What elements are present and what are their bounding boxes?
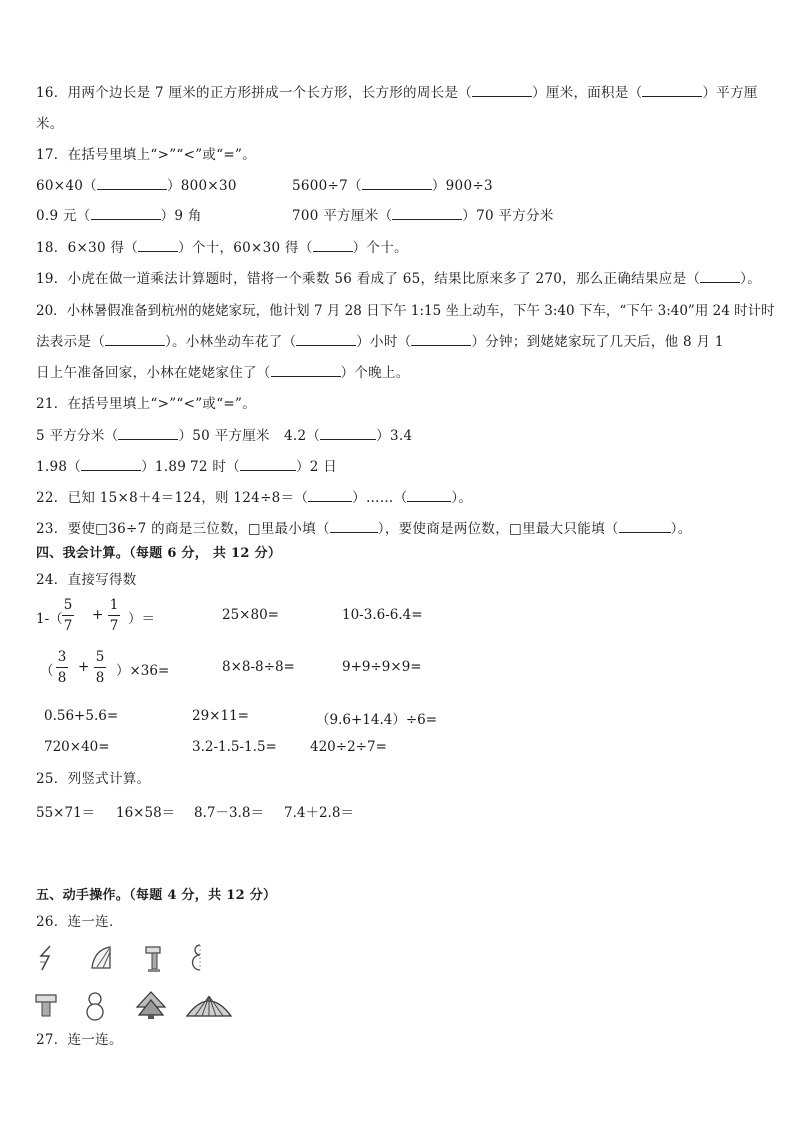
- snowman-icon[interactable]: [84, 990, 106, 1022]
- q24-expr7: 0.56+5.6=: [44, 708, 119, 724]
- q20-line2: 法表示是（ ）。小林坐动车花了（ ）小时（ ）分钟；到姥姥家玩了几天后，他 8 月 1: [36, 334, 724, 350]
- q25-title: 25．列竖式计算。: [36, 771, 151, 787]
- answer-blank[interactable]: [472, 84, 532, 97]
- answer-blank[interactable]: [411, 333, 471, 346]
- q17-row2: 0.9 元（ ）9 角: [36, 208, 202, 224]
- q16-line1: 16．用两个边长是 7 厘米的正方形拼成一个长方形，长方形的周长是（ ）厘米，面积是（ ）平方厘: [36, 85, 758, 101]
- section-5-heading: 五、动手操作。（每题 4 分，共 12 分）: [36, 888, 277, 903]
- plus-sign: +: [92, 607, 104, 623]
- answer-blank[interactable]: [308, 489, 352, 502]
- half-lightning-icon[interactable]: [36, 944, 60, 974]
- q24-expr2: 25×80=: [222, 607, 279, 623]
- q24-expr6: 9+9÷9×9=: [342, 659, 422, 675]
- answer-blank[interactable]: [97, 177, 167, 190]
- answer-blank[interactable]: [138, 239, 178, 252]
- q21-title: 21．在括号里填上“>”“<”或“=”。: [36, 396, 257, 412]
- q21-row1-right: 4.2（ ）3.4: [284, 428, 413, 444]
- answer-blank[interactable]: [392, 207, 462, 220]
- q17-row2-right: 700 平方厘米（ ）70 平方分米: [292, 208, 554, 224]
- q22-line: 22．已知 15×8＋4＝124，则 124÷8＝（ ）……（ ）。: [36, 490, 473, 506]
- answer-blank[interactable]: [313, 239, 353, 252]
- q16-line2: 米。: [36, 116, 64, 132]
- lamp-icon[interactable]: [34, 993, 58, 1019]
- q20-line1: 20．小林暑假准备到杭州的姥姥家玩，他计划 7 月 28 日下午 1:15 坐上动车，下午 3:40 下车，“下午 3:40”用 24 时计时: [36, 303, 775, 319]
- q24-expr4-open: （: [40, 663, 54, 679]
- q21-row2-right: 72 时（ ）2 日: [190, 459, 338, 475]
- q24-expr9: （9.6+14.4）÷6=: [316, 712, 438, 728]
- q24-expr3: 10-3.6-6.4=: [342, 607, 423, 623]
- answer-blank[interactable]: [296, 333, 356, 346]
- q24-expr4-close: ）×36=: [116, 663, 170, 679]
- half-lamp-icon[interactable]: [142, 944, 164, 974]
- q24-expr12: 420÷2÷7=: [310, 739, 387, 755]
- q17-row1-right: 5600÷7（ ）900÷3: [292, 178, 493, 194]
- q17-title: 17．在括号里填上“>”“<”或“=”。: [36, 147, 257, 163]
- q24-expr5: 8×8-8÷8=: [222, 659, 295, 675]
- q24-title: 24．直接写得数: [36, 572, 137, 588]
- q24-expr1-close: ）＝: [128, 611, 155, 627]
- answer-blank[interactable]: [81, 458, 141, 471]
- answer-blank[interactable]: [330, 520, 378, 533]
- q21-row2: 1.98（ ）1.89: [36, 459, 187, 475]
- q20-line3: 日上午准备回家，小林在姥姥家住了（ ）个晚上。: [36, 365, 410, 381]
- answer-blank[interactable]: [407, 489, 451, 502]
- q25-expr2: 16×58＝: [116, 805, 176, 821]
- q17-row1: 60×40（ ）800×30: [36, 178, 237, 194]
- q24-expr8: 29×11=: [192, 708, 249, 724]
- q24-expr1-open: 1-（: [36, 611, 63, 627]
- section-4-heading: 四、我会计算。（每题 6 分， 共 12 分）: [36, 546, 282, 561]
- answer-blank[interactable]: [118, 427, 178, 440]
- q24-expr11: 3.2-1.5-1.5=: [192, 739, 277, 755]
- answer-blank[interactable]: [240, 458, 296, 471]
- q26-title: 26．连一连．: [36, 914, 123, 930]
- q25-expr1: 55×71＝: [36, 805, 96, 821]
- q19-line: 19．小虎在做一道乘法计算题时，错将一个乘数 56 看成了 65，结果比原来多了 270，那么正确结果应是（ ）。: [36, 271, 762, 287]
- answer-blank[interactable]: [619, 520, 671, 533]
- q25-expr3: 8.7－3.8＝: [194, 805, 264, 821]
- fraction: 5 7: [63, 597, 73, 634]
- tree-icon[interactable]: [134, 990, 168, 1020]
- fraction: 3 8: [57, 649, 67, 686]
- answer-blank[interactable]: [105, 333, 165, 346]
- plus-sign: +: [78, 659, 90, 675]
- fraction: 5 8: [95, 649, 105, 686]
- fraction: 1 7: [109, 597, 119, 634]
- answer-blank[interactable]: [91, 207, 161, 220]
- q18-line: 18．6×30 得（ ）个十，60×30 得（ ）个十。: [36, 240, 408, 256]
- answer-blank[interactable]: [362, 177, 432, 190]
- answer-blank[interactable]: [700, 270, 740, 283]
- umbrella-icon[interactable]: [184, 992, 234, 1020]
- q21-row1: 5 平方分米（ ）50 平方厘米: [36, 428, 270, 444]
- q23-line: 23．要使□36÷7 的商是三位数，□里最小填（ ），要使商是两位数，□里最大只能填（ ）。: [36, 521, 692, 537]
- answer-blank[interactable]: [320, 427, 376, 440]
- q24-expr10: 720×40=: [44, 739, 110, 755]
- q27-title: 27．连一连。: [36, 1032, 123, 1048]
- q25-expr4: 7.4＋2.8＝: [284, 805, 354, 821]
- answer-blank[interactable]: [271, 364, 341, 377]
- answer-blank[interactable]: [642, 84, 702, 97]
- half-snowman-icon[interactable]: [190, 942, 210, 974]
- half-umbrella-icon[interactable]: [88, 944, 116, 972]
